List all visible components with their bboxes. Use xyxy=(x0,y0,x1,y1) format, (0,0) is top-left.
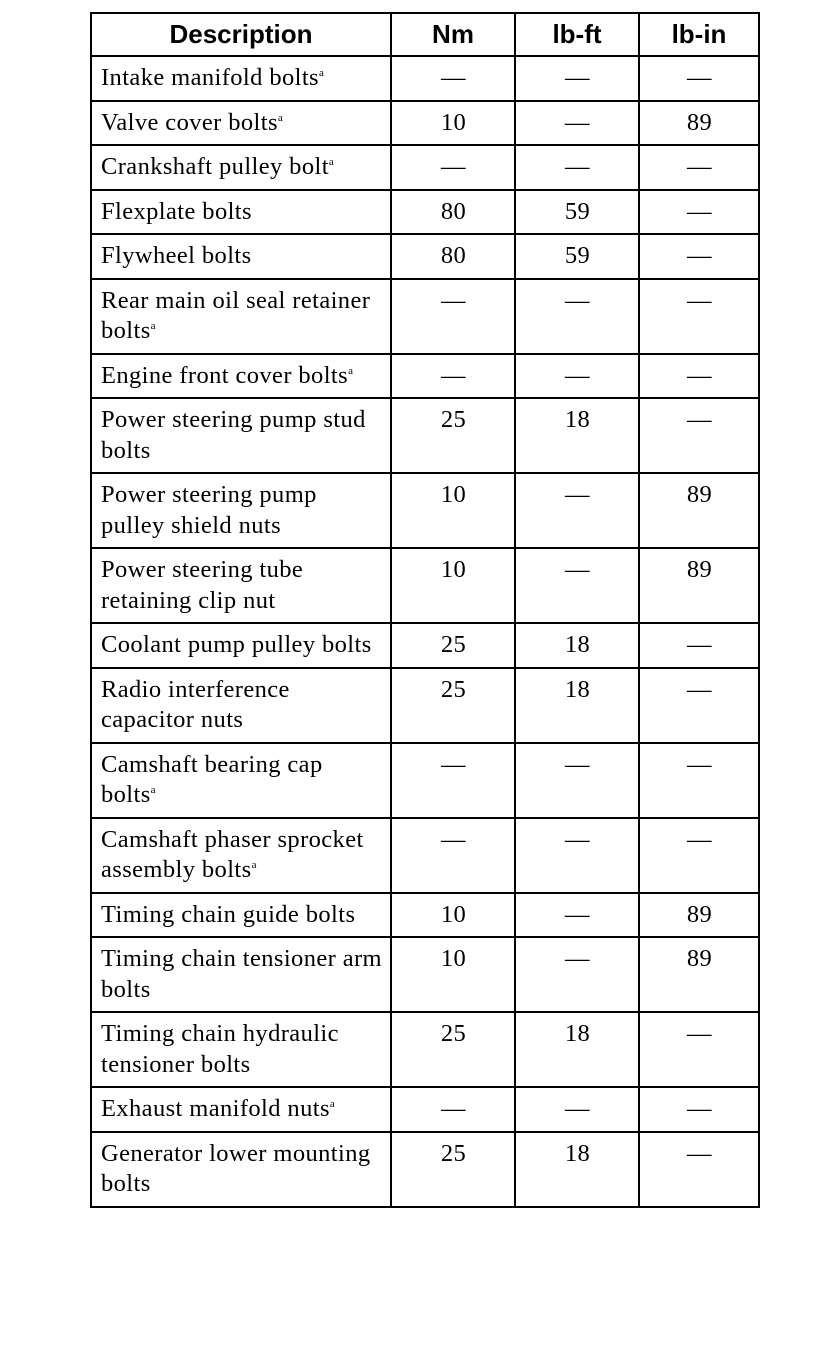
footnote-marker: a xyxy=(150,320,156,332)
nm-value-cell: 80 xyxy=(391,234,515,279)
table-row xyxy=(91,1087,759,1132)
description-text: Power steering pump stud bolts xyxy=(101,406,366,464)
description-text: Timing chain guide bolts xyxy=(101,900,356,928)
description-text: Power steering tube retaining clip nut xyxy=(101,556,304,614)
description-cell xyxy=(91,234,391,279)
lb-in-value-cell: — xyxy=(639,623,759,668)
description-text: Camshaft bearing cap bolts xyxy=(101,750,323,808)
table-row xyxy=(91,398,759,473)
header-nm: Nm xyxy=(391,13,515,56)
description-text: Valve cover bolts xyxy=(101,108,278,136)
nm-value-cell: 10 xyxy=(391,473,515,548)
lb-ft-value-cell: 18 xyxy=(515,398,639,473)
lb-in-value-cell: — xyxy=(639,398,759,473)
table-row xyxy=(91,234,759,279)
description-text: Exhaust manifold nuts xyxy=(101,1095,330,1122)
lb-in-value-cell: 89 xyxy=(639,893,759,938)
footnote-marker: a xyxy=(277,111,283,124)
description-cell xyxy=(91,893,391,938)
table-row xyxy=(91,279,759,354)
lb-in-value-cell: — xyxy=(639,1012,759,1087)
lb-ft-value-cell: — xyxy=(515,743,639,818)
table-row xyxy=(91,743,759,818)
lb-ft-value-cell: — xyxy=(515,937,639,1012)
description-cell xyxy=(91,56,391,101)
nm-value-cell: — xyxy=(391,818,515,893)
lb-in-value-cell: — xyxy=(639,1132,759,1207)
description-text: Power steering pump pulley shield nuts xyxy=(101,481,317,539)
lb-in-value-cell: 89 xyxy=(639,548,759,623)
table-row xyxy=(91,1012,759,1087)
header-lb-in: lb-in xyxy=(639,13,759,56)
nm-value-cell: — xyxy=(391,1087,515,1132)
lb-ft-value-cell: — xyxy=(515,818,639,893)
description-cell xyxy=(91,145,391,190)
description-text: Engine front cover bolts xyxy=(101,361,349,389)
table-row xyxy=(91,668,759,743)
lb-in-value-cell: — xyxy=(639,234,759,279)
nm-value-cell: — xyxy=(391,145,515,190)
lb-in-value-cell: 89 xyxy=(639,937,759,1012)
table-row xyxy=(91,101,759,146)
lb-ft-value-cell: 59 xyxy=(515,190,639,235)
lb-ft-value-cell: 18 xyxy=(515,668,639,743)
torque-spec-table xyxy=(90,12,760,1208)
description-text: Crankshaft pulley bolt xyxy=(101,153,329,180)
nm-value-cell: 80 xyxy=(391,190,515,235)
header-row xyxy=(91,13,759,56)
description-text: Flexplate bolts xyxy=(101,197,252,225)
nm-value-cell: — xyxy=(391,56,515,101)
nm-value-cell: 25 xyxy=(391,668,515,743)
description-cell xyxy=(91,101,391,146)
table-row xyxy=(91,354,759,399)
description-text: Camshaft phaser sprocket assembly bolts xyxy=(101,825,364,883)
nm-value-cell: 25 xyxy=(391,1132,515,1207)
footnote-marker: a xyxy=(251,859,257,871)
footnote-marker: a xyxy=(329,1098,335,1110)
lb-ft-value-cell: — xyxy=(515,354,639,399)
description-cell xyxy=(91,1132,391,1207)
table-body xyxy=(91,56,759,1207)
nm-value-cell: — xyxy=(391,354,515,399)
footnote-marker: a xyxy=(348,364,353,377)
description-text: Rear main oil seal retainer bolts xyxy=(101,286,371,344)
lb-ft-value-cell: — xyxy=(515,56,639,101)
description-text: Flywheel bolts xyxy=(101,242,252,269)
lb-ft-value-cell: — xyxy=(515,145,639,190)
table-row xyxy=(91,473,759,548)
table-row xyxy=(91,893,759,938)
lb-in-value-cell: — xyxy=(639,1087,759,1132)
description-cell xyxy=(91,473,391,548)
lb-in-value-cell: — xyxy=(639,743,759,818)
lb-in-value-cell: — xyxy=(639,190,759,235)
nm-value-cell: 25 xyxy=(391,623,515,668)
nm-value-cell: 10 xyxy=(391,937,515,1012)
lb-in-value-cell: — xyxy=(639,145,759,190)
description-cell xyxy=(91,1087,391,1132)
description-cell xyxy=(91,279,391,354)
lb-in-value-cell: — xyxy=(639,668,759,743)
lb-in-value-cell: — xyxy=(639,56,759,101)
table-row xyxy=(91,145,759,190)
lb-ft-value-cell: — xyxy=(515,1087,639,1132)
table-row xyxy=(91,1132,759,1207)
description-text: Generator lower mounting bolts xyxy=(101,1139,371,1197)
lb-in-value-cell: — xyxy=(639,279,759,354)
lb-ft-value-cell: — xyxy=(515,473,639,548)
description-text: Intake manifold bolts xyxy=(101,64,319,91)
lb-ft-value-cell: — xyxy=(515,893,639,938)
table-row xyxy=(91,818,759,893)
description-cell xyxy=(91,548,391,623)
description-cell xyxy=(91,668,391,743)
description-cell xyxy=(91,190,391,235)
lb-ft-value-cell: 18 xyxy=(515,1012,639,1087)
description-cell xyxy=(91,937,391,1012)
footnote-marker: a xyxy=(318,67,324,79)
description-text: Timing chain hydraulic tensioner bolts xyxy=(101,1020,339,1078)
nm-value-cell: — xyxy=(391,743,515,818)
lb-ft-value-cell: 59 xyxy=(515,234,639,279)
table-row xyxy=(91,548,759,623)
table-row xyxy=(91,937,759,1012)
nm-value-cell: 10 xyxy=(391,548,515,623)
description-cell xyxy=(91,743,391,818)
footnote-marker: a xyxy=(150,784,156,796)
lb-in-value-cell: 89 xyxy=(639,101,759,146)
header-lb-ft: lb-ft xyxy=(515,13,639,56)
table-row xyxy=(91,56,759,101)
nm-value-cell: 25 xyxy=(391,1012,515,1087)
description-text: Radio interference capacitor nuts xyxy=(101,675,290,733)
lb-ft-value-cell: — xyxy=(515,548,639,623)
lb-ft-value-cell: 18 xyxy=(515,1132,639,1207)
nm-value-cell: 10 xyxy=(391,893,515,938)
table-row xyxy=(91,190,759,235)
description-cell xyxy=(91,623,391,668)
lb-in-value-cell: — xyxy=(639,818,759,893)
table-row xyxy=(91,623,759,668)
header-description: Description xyxy=(91,13,391,56)
nm-value-cell: 10 xyxy=(391,101,515,146)
description-cell xyxy=(91,398,391,473)
description-cell xyxy=(91,818,391,893)
description-cell xyxy=(91,1012,391,1087)
lb-ft-value-cell: — xyxy=(515,279,639,354)
lb-ft-value-cell: 18 xyxy=(515,623,639,668)
description-cell xyxy=(91,354,391,399)
description-text: Timing chain tensioner arm bolts xyxy=(101,945,383,1003)
lb-in-value-cell: — xyxy=(639,354,759,399)
nm-value-cell: 25 xyxy=(391,398,515,473)
footnote-marker: a xyxy=(328,156,334,168)
lb-in-value-cell: 89 xyxy=(639,473,759,548)
nm-value-cell: — xyxy=(391,279,515,354)
lb-ft-value-cell: — xyxy=(515,101,639,146)
description-text: Coolant pump pulley bolts xyxy=(101,631,372,658)
